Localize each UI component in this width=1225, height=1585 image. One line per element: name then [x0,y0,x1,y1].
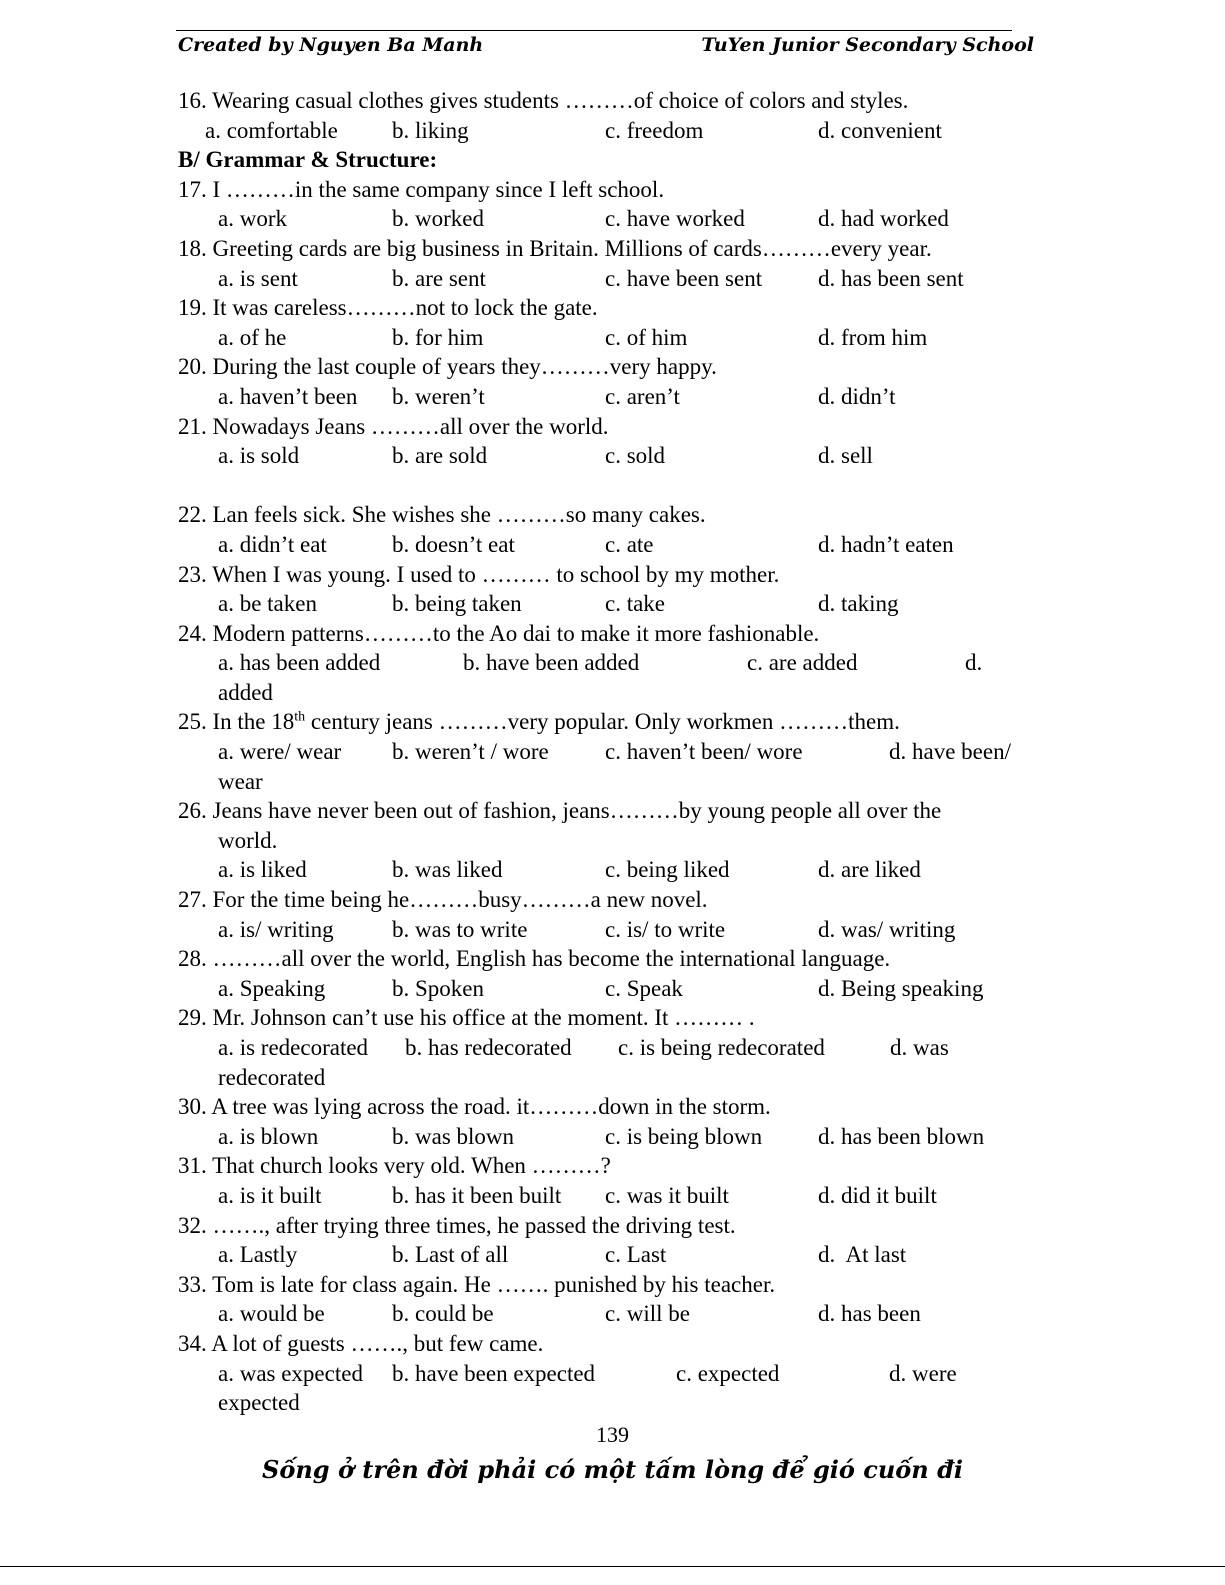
option-b: b. weren’t [392,383,485,409]
question-23-options [178,589,1038,619]
option-a: a. has been added [218,650,381,676]
question-25-options [178,737,1038,767]
option-b: b. Spoken [392,975,484,1001]
option-c: c. have worked [605,206,745,232]
question-26-cont: world. [218,827,278,853]
bottom-divider [0,1566,1225,1567]
question-26: 26. Jeans have never been out of fashion, jeans………by young people all over the [178,798,942,824]
question-27: 27. For the time being he………busy………a new novel. [178,887,708,913]
option-a: a. comfortable [205,117,338,143]
option-c: c. Last [605,1242,667,1268]
page-number: 139 [596,1422,629,1447]
question-24-options [178,648,1038,678]
question-17: 17. I ………in the same company since I left school. [178,176,665,202]
question-34-option-d-cont: expected [218,1390,300,1416]
option-b: b. have been expected [392,1360,596,1386]
option-a: a. is it built [218,1182,322,1208]
option-c: c. being liked [605,857,730,883]
question-19-options [178,323,1038,353]
page-header [176,30,1034,59]
option-b: b. are sent [392,265,486,291]
option-c: c. Speak [605,975,683,1001]
question-22-options [178,530,1038,560]
question-25 [178,707,1038,737]
option-a: a. is sold [218,443,300,469]
option-a: a. of he [218,324,287,350]
option-a: a. didn’t eat [218,531,327,557]
option-c: c. is/ to write [605,916,726,942]
option-d: d. did it built [818,1182,937,1208]
option-d: d. sell [818,443,873,469]
option-a: a. is redecorated [218,1035,369,1060]
option-c: c. expected [676,1360,780,1386]
option-d: d. [965,650,983,676]
question-19: 19. It was careless………not to lock the gate. [178,295,598,321]
option-b: b. was liked [392,857,503,883]
option-a: a. work [218,206,287,232]
question-29-option-d-cont: redecorated [218,1064,326,1090]
question-21-options [178,441,1038,471]
option-c: c. ate [605,531,654,557]
option-d: d. are liked [818,857,921,883]
question-26-options [178,855,1038,885]
option-b: b. for him [392,324,484,350]
question-32: 32. ……., after trying three times, he passed the driving test. [178,1212,736,1238]
option-a: a. is liked [218,857,307,883]
option-c: c. haven’t been/ wore [605,739,803,765]
option-b: b. was to write [392,916,528,942]
option-d: d. was [890,1035,949,1060]
option-c: c. freedom [605,117,704,143]
option-c: c. of him [605,324,688,350]
question-34: 34. A lot of guests ……., but few came. [178,1330,544,1356]
option-b: b. Last of all [392,1242,509,1268]
option-c: c. is being blown [605,1123,763,1149]
option-d: d. has been blown [818,1123,985,1149]
option-b: b. being taken [392,591,522,617]
option-b: b. have been added [463,650,640,676]
question-20: 20. During the last couple of years they………very happy. [178,354,717,380]
section-heading: B/ Grammar & Structure: [178,147,438,173]
option-d: d. hadn’t eaten [818,531,954,557]
option-c: c. will be [605,1301,690,1327]
question-30: 30. A tree was lying across the road. it………down in the storm. [178,1094,771,1120]
option-a: a. haven’t been [218,383,358,409]
option-b: b. has redecorated [405,1035,572,1060]
option-a: a. were/ wear [218,739,342,765]
option-a: a. is/ writing [218,916,334,942]
option-b: b. could be [392,1301,494,1327]
question-33-options [178,1299,1038,1329]
question-28: 28. ………all over the world, English has become the international language. [178,946,891,972]
option-a: a. is sent [218,265,298,291]
option-a: a. was expected [218,1360,363,1386]
option-b: b. liking [392,117,469,143]
question-18-options [178,264,1038,294]
question-25-stem-end: century jeans ………very popular. Only workmen ………them. [305,709,900,735]
question-27-options [178,915,1038,945]
question-24: 24. Modern patterns………to the Ao dai to make it more fashionable. [178,620,820,646]
option-d: d. from him [818,324,928,350]
question-25-option-d-cont: wear [218,768,263,794]
option-b: b. was blown [392,1123,515,1149]
option-c: c. are added [747,650,858,676]
option-d: d. taking [818,591,899,617]
option-d: d. convenient [818,117,942,143]
question-22: 22. Lan feels sick. She wishes she ………so many cakes. [178,502,706,528]
option-a: a. Lastly [218,1242,298,1268]
blank-line [178,471,1038,501]
option-c: c. take [605,591,666,617]
option-d: d. was/ writing [818,916,956,942]
superscript: th [294,709,306,725]
question-33: 33. Tom is late for class again. He ……. punished by his teacher. [178,1271,776,1297]
exercise-content [178,86,1038,1418]
question-32-options [178,1240,1038,1270]
option-c: c. is being redecorated [618,1035,825,1060]
header-school: TuYen Junior Secondary School [701,34,1034,56]
question-25-stem-start: 25. In the 18 [178,709,295,735]
option-d: d. has been [818,1301,921,1327]
question-17-options [178,204,1038,234]
option-b: b. has it been built [392,1182,562,1208]
option-c: c. was it built [605,1182,729,1208]
option-d: d. had worked [818,206,949,232]
option-c: c. aren’t [605,383,680,409]
question-34-options [178,1359,1038,1389]
option-b: b. are sold [392,443,488,469]
option-d: d. were [889,1360,957,1386]
question-16-options [178,116,1038,146]
question-24-option-d-cont: added [218,679,273,705]
option-d: d. has been sent [818,265,964,291]
option-d: d. Being speaking [818,975,984,1001]
question-30-options [178,1122,1038,1152]
option-c: c. sold [605,443,666,469]
question-21: 21. Nowadays Jeans ………all over the world. [178,413,609,439]
question-29: 29. Mr. Johnson can’t use his office at the moment. It ……… . [178,1005,755,1031]
question-18: 18. Greeting cards are big business in Britain. Millions of cards………every year. [178,235,932,261]
option-a: a. is blown [218,1123,319,1149]
option-a: a. Speaking [218,975,326,1001]
option-d: d. At last [818,1242,907,1268]
question-20-options [178,382,1038,412]
question-29-options [178,1033,1038,1063]
option-a: a. would be [218,1301,325,1327]
page-footer-motto: Sống ở trên đời phải có một tấm lòng để gió cuốn đi [262,1455,963,1484]
option-b: b. weren’t / wore [392,739,549,765]
question-28-options [178,974,1038,1004]
option-d: d. have been/ [889,739,1011,765]
question-31: 31. That church looks very old. When ………? [178,1153,611,1179]
option-b: b. worked [392,206,484,232]
option-b: b. doesn’t eat [392,531,515,557]
option-c: c. have been sent [605,265,763,291]
question-23: 23. When I was young. I used to ……… to school by my mother. [178,561,780,587]
header-author: Created by Nguyen Ba Manh [178,34,484,56]
question-16: 16. Wearing casual clothes gives students ………of choice of colors and styles. [178,88,909,113]
question-31-options [178,1181,1038,1211]
option-d: d. didn’t [818,383,896,409]
option-a: a. be taken [218,591,317,617]
